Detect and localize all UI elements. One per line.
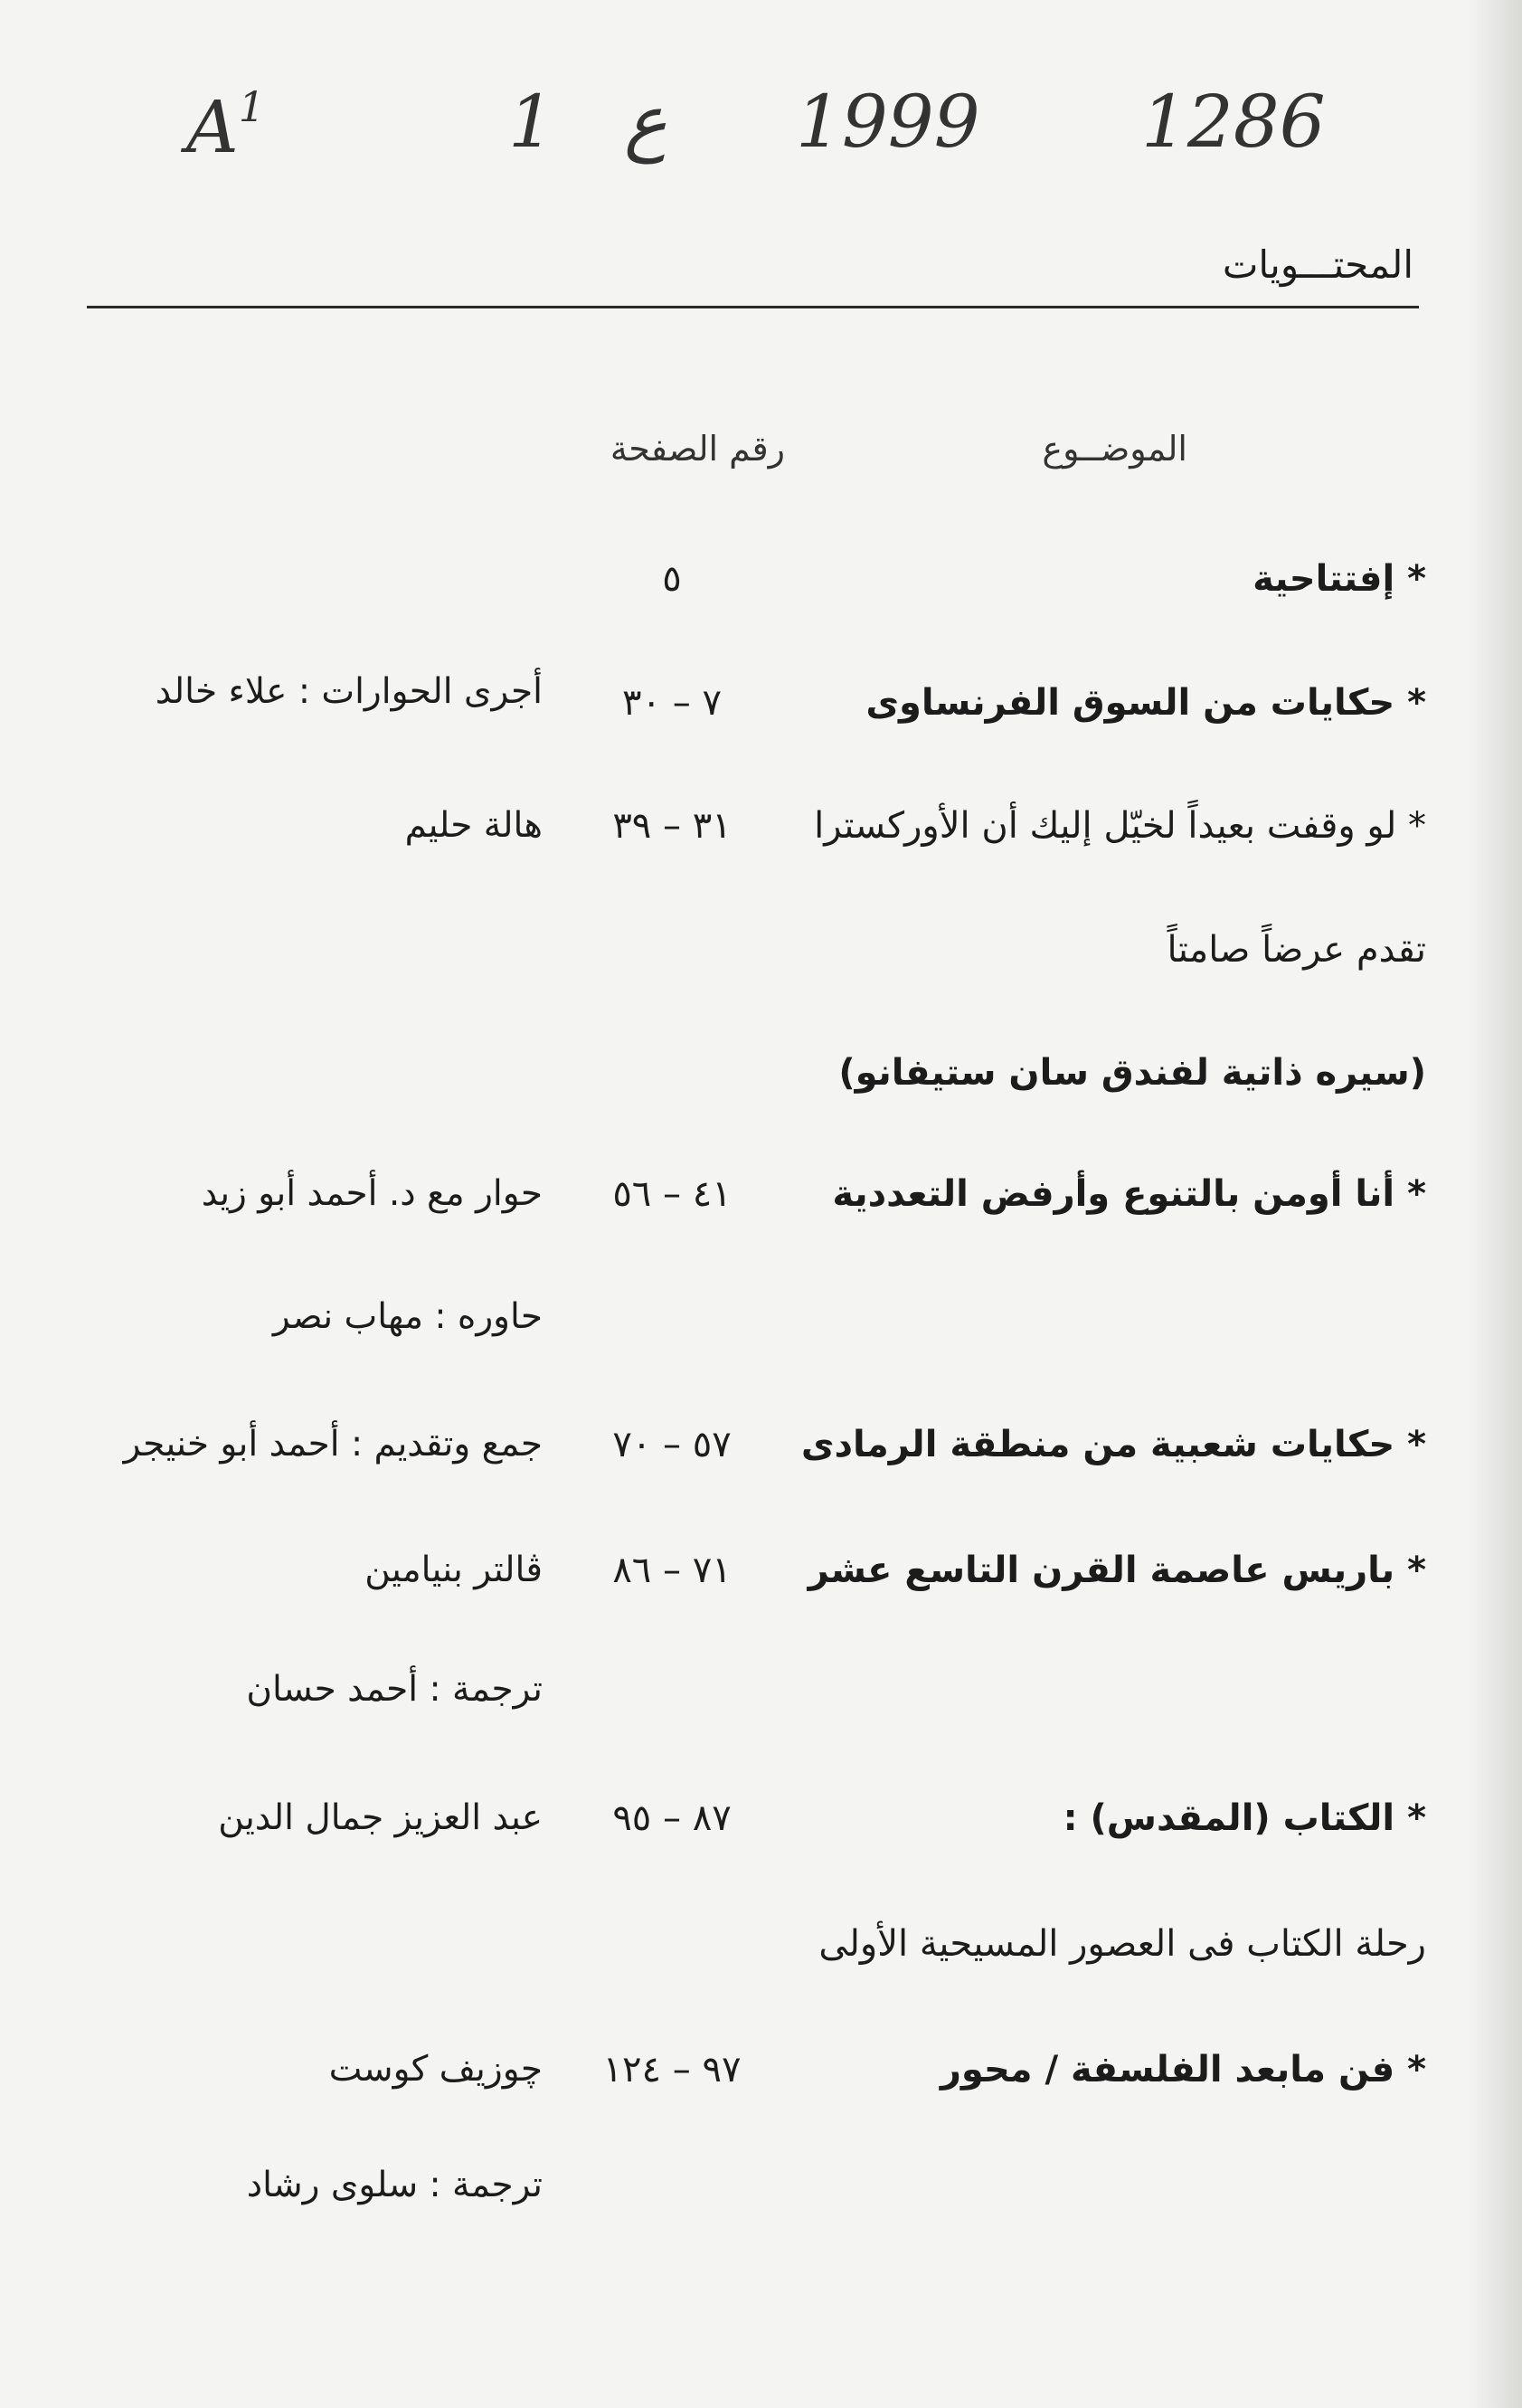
handwritten-year: 1999 (796, 80, 980, 164)
toc-entry-pages: ٩٧ – ١٢٤ (602, 2049, 742, 2090)
handwritten-catalog-number: 1286 (1141, 80, 1326, 164)
toc-entry-topic: * باريس عاصمة القرن التاسع عشر (808, 1550, 1426, 1591)
toc-entry-topic: * لو وقفت بعيداً لخيّل إليك أن الأوركسترا (814, 805, 1426, 847)
page-title: المحتـــويات (1222, 242, 1413, 287)
toc-entry-topic: * فن مابعد الفلسفة / محور (940, 2049, 1426, 2090)
toc-entry-pages: ٤١ – ٥٦ (612, 1173, 732, 1215)
column-header-topic: الموضــوع (1042, 429, 1187, 469)
toc-entry-credit: عبد العزيز جمال الدين (218, 1797, 543, 1838)
toc-entry-pages: ٧١ – ٨٦ (612, 1550, 732, 1591)
handwritten-letter: ع (624, 80, 667, 164)
toc-entry-pages: ٥٧ – ٧٠ (612, 1424, 732, 1465)
toc-entry-topic: * حكايات شعبية من منطقة الرمادى (800, 1424, 1426, 1465)
toc-entry-credit: هالة حليم (404, 805, 543, 846)
toc-entry-topic: * حكايات من السوق الفرنساوى (865, 682, 1426, 724)
toc-entry-topic: * الكتاب (المقدس) : (1063, 1797, 1426, 1839)
toc-entry-credit: چوزيف كوست (328, 2049, 543, 2090)
toc-entry-credit: أجرى الحوارات : علاء خالد (155, 671, 543, 712)
toc-entry-pages: ٣١ – ٣٩ (612, 805, 732, 847)
toc-entry-topic: (سيره ذاتية لفندق سان ستيفانو) (838, 1052, 1426, 1094)
column-header-page: رقم الصفحة (610, 429, 785, 469)
toc-entry-pages: ٥ (662, 558, 682, 600)
handwritten-number: 1 (508, 80, 554, 164)
handwritten-mark: $A^1$ (186, 82, 266, 169)
toc-entry-topic: تقدم عرضاً صامتاً (1167, 929, 1426, 971)
toc-entry-credit: ترجمة : سلوى رشاد (246, 2165, 543, 2205)
page-edge-shadow (1468, 0, 1522, 2408)
toc-entry-topic: * أنا أومن بالتنوع وأرفض التعددية (832, 1173, 1426, 1215)
toc-entry-pages: ٨٧ – ٩٥ (612, 1797, 732, 1839)
toc-entry-credit: ڤالتر بنيامين (364, 1550, 543, 1590)
toc-entry-credit: جمع وتقديم : أحمد أبو خنيجر (123, 1424, 543, 1465)
toc-entry-pages: ٧ – ٣٠ (622, 682, 722, 724)
toc-entry-credit: حوار مع د. أحمد أبو زيد (201, 1173, 543, 1214)
toc-entry-credit: ترجمة : أحمد حسان (246, 1669, 543, 1710)
title-divider (87, 306, 1419, 308)
toc-entry-topic: * إفتتاحية (1253, 558, 1426, 600)
toc-entry-credit: حاوره : مهاب نصر (272, 1296, 543, 1337)
toc-entry-topic: رحلة الكتاب فى العصور المسيحية الأولى (818, 1923, 1426, 1965)
